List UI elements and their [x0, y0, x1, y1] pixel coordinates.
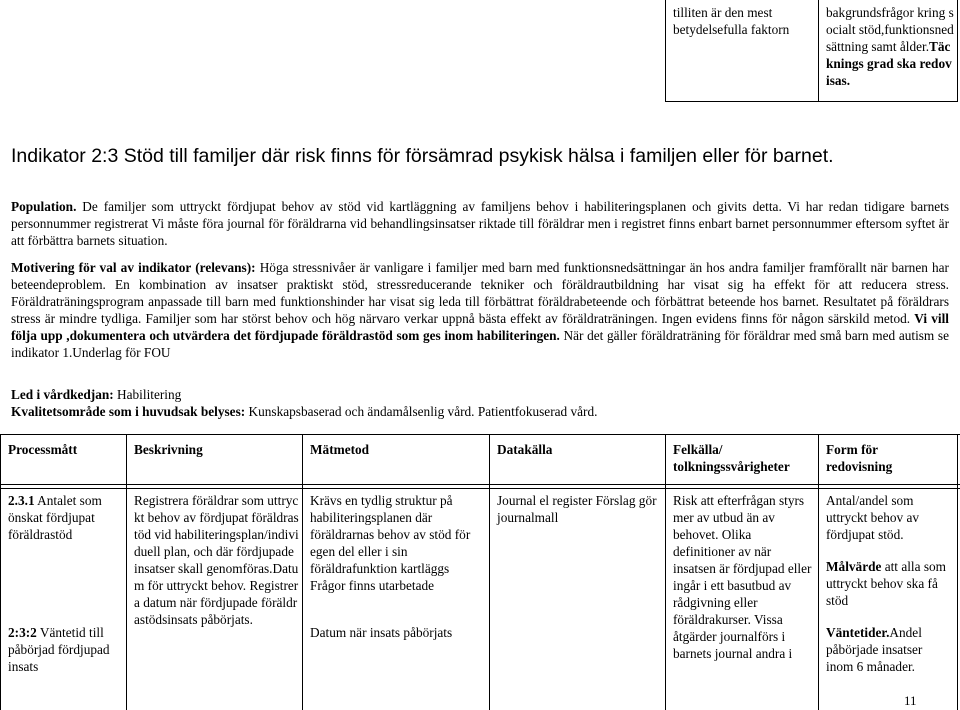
table-column-line [0, 434, 1, 710]
population-paragraph: Population. De familjer som uttryckt fördjupat behov av stöd vid kartläggning av familjens behov i habiliteringsplanen och givits detta. Vi har redan tidigare barnets personnummer registrerat Vi måste föra journal för föräldrarna vid behandlingsinsatser riktade till föräldrar men i registret finns enbart barnet personnummer eftersom syftet är att förbättra barnets situation. [11, 199, 949, 248]
table-column-line [489, 434, 490, 710]
table-column-line [957, 434, 958, 710]
felkalla-cell: Risk att efterfrågan styrs mer av utbud än av behovet. Olika definitioner av när insatsen är fördjupad eller ingår i ett basutbud av rådgivning eller föräldrakurser. Vissa åtgärder journalförs i barnets journal andra i [673, 493, 812, 661]
table-column-line [818, 434, 819, 710]
header-beskrivning: Beskrivning [134, 442, 203, 457]
redovisning-cell-a: Antal/andel som uttryckt behov av fördjupat stöd. [826, 493, 920, 542]
table-column-line [665, 434, 666, 710]
top-table-divider [957, 0, 958, 102]
top-table-border [665, 101, 958, 102]
top-table-divider [818, 0, 819, 102]
datakalla-cell: Journal el register Förslag gör journalmall [497, 493, 657, 525]
top-table-divider [665, 0, 666, 102]
table-header-border [0, 488, 960, 489]
header-form-for-redovisning: Form för redovisning [826, 442, 893, 474]
matmetod-cell-a: Krävs en tydlig struktur på habiliteringsplanen där föräldrarnas behov av stöd för egen del eller i sin föräldrafunktion kartläggs Frågor finns utarbetade [310, 493, 471, 593]
kvalitetsomrade: Kvalitetsområde som i huvudsak belyses: Kunskapsbaserad och ändamålsenlig vård. Patientfokuserad vård. [11, 404, 598, 419]
table-header-border [0, 484, 960, 485]
matmetod-cell-b: Datum när insats påbörjats [310, 625, 453, 640]
table-column-line [302, 434, 303, 710]
indicator-heading: Indikator 2:3 Stöd till familjer där risk finns för försämrad psykisk hälsa i familjen eller för barnet. [11, 145, 834, 167]
led-i-vardkedjan: Led i vårdkedjan: Habilitering [11, 387, 182, 402]
top-table-cell-left: tilliten är den mest betydelsefulla faktorn [673, 5, 790, 37]
header-datakalla: Datakälla [497, 442, 553, 457]
table-top-border [0, 434, 960, 435]
processmatt-2-3-1: 2.3.1 Antalet som önskat fördjupat föräldrastöd [8, 493, 102, 542]
processmatt-2-3-2: 2:3:2 Väntetid till påbörjad fördjupad insats [8, 625, 110, 674]
redovisning-cell-c: Väntetider.Andel påbörjade insatser inom 6 månader. [826, 625, 923, 674]
beskrivning-cell: Registrera föräldrar som uttryckt behov av fördjupat föräldrastöd vid habiliteringsplan/individuell plan, och där fördjupade insatser skall genomföras.Datum för uttryckt behov. Registrera datum när fördjupade föräldrastödsinsats påbörjats. [134, 493, 299, 627]
page-number: 11 [904, 693, 917, 708]
header-felkalla: Felkälla/ tolkningssvårigheter [673, 442, 790, 474]
header-matmetod: Mätmetod [310, 442, 370, 457]
top-table-cell-right: bakgrundsfrågor kring socialt stöd,funktionsnedsättning samt ålder.Täcknings grad ska redovisas. [826, 5, 954, 88]
redovisning-cell-b: Målvärde att alla som uttryckt behov ska få stöd [826, 559, 947, 608]
header-processmatt: Processmått [8, 442, 78, 457]
motivering-paragraph: Motivering för val av indikator (relevans): Höga stressnivåer är vanligare i familjer med barn med funktionsnedsättningar än hos andra familjer framförallt när barnen har beteendeproblem. En kombination av insatser praktiskt stöd, stressreducerande tekniker och föräldrautbildning har visat sig ha effekt för att reducera stress. Föräldraträningsprogram anpassade till barn med funktionshinder har visat sig leda till förbättrat föräldrabeteende och förbättrat beteende hos barnet. Resultatet på föräldrars stress är mindre tydliga. Familjer som har störst behov och hög närvaro verkar uppnå bästa effekt av föräldraträningen. Ingen evidens finns för någon särskild metod. Vi vill följa upp ,dokumentera och utvärdera det fördjupade föräldrastöd som ges inom habiliteringen. När det gäller föräldraträning för föräldrar med små barn med autism se indikator 1.Underlag för FOU [11, 260, 949, 360]
table-column-line [126, 434, 127, 710]
